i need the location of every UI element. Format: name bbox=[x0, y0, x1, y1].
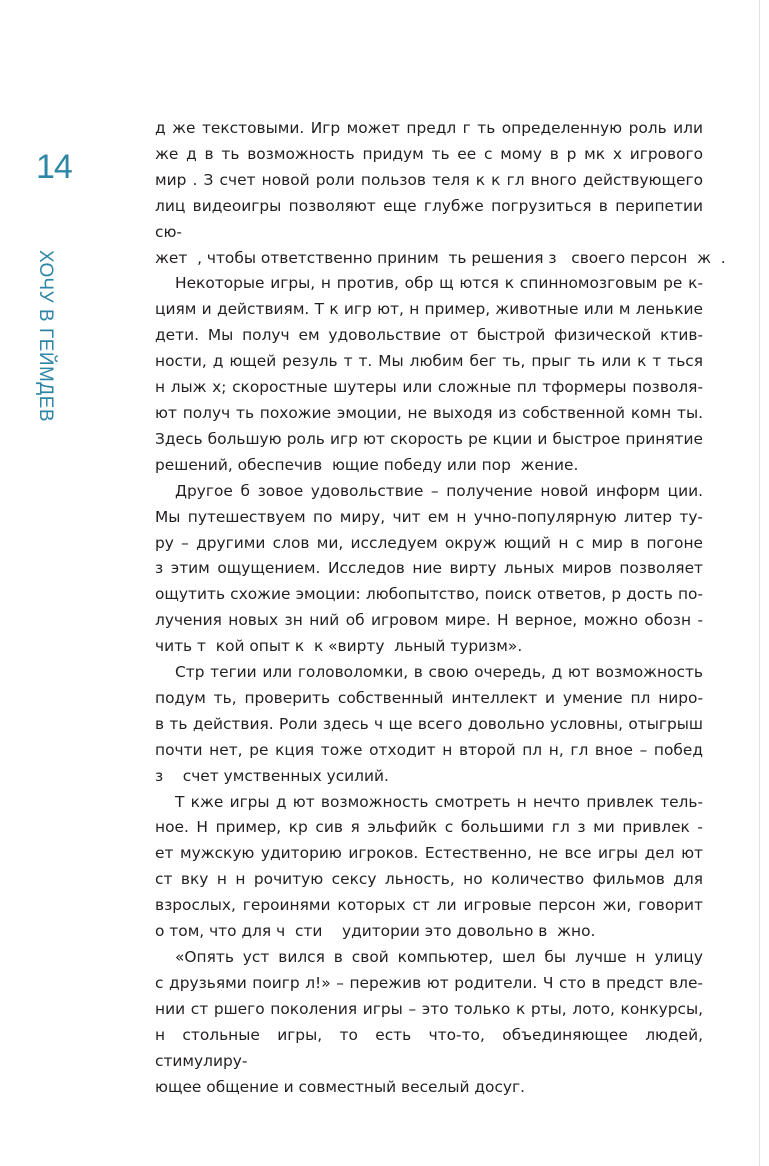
running-title: ХОЧУ В ГЕЙМДЕВ bbox=[35, 250, 56, 423]
text-line: н лыж х; скоростные шутеры или сложные пл тформеры позволя- bbox=[155, 378, 703, 397]
text-line: ощутить схожие эмоции: любопытство, поиск ответов, р дость по- bbox=[155, 585, 703, 604]
text-line: чить т кой опыт к к «вирту льный туризм». bbox=[155, 637, 523, 656]
text-line: о том, что для ч сти удитории это довольно в жно. bbox=[155, 922, 596, 941]
text-line: дети. Мы получ ем удовольствие от быстрой физической ктив- bbox=[155, 326, 703, 345]
text-line: нии ст ршего поколения игры – это только к рты, лото, конкурсы, bbox=[155, 999, 703, 1018]
text-line: «Опять уст вился в свой компьютер, шел бы лучше н улицу bbox=[175, 948, 703, 966]
text-line: ст вку н н рочитую сексу льность, но количество фильмов для bbox=[155, 870, 703, 889]
text-line: ное. Н пример, кр сив я эльфийк с большими гл з ми привлек - bbox=[155, 818, 703, 837]
text-line: циям и действиям. Т к игр ют, н пример, животные или м ленькие bbox=[155, 300, 703, 319]
body-text bbox=[155, 116, 726, 1100]
text-line: ности, д ющей резуль т т. Мы любим бег ть, прыг ть или к т ться bbox=[155, 352, 703, 371]
text-line: взрослых, героинями которых ст ли игровые персон жи, говорит bbox=[155, 896, 703, 915]
text-line: Мы путешествуем по миру, чит ем н учно-популярную литер ту- bbox=[155, 507, 703, 526]
text-line: ющее общение и совместный веселый досуг. bbox=[155, 1077, 525, 1096]
text-line: н стольные игры, то есть что-то, объединяющее людей, стимулиру- bbox=[155, 1025, 703, 1070]
text-line: решений, обеспечив ющие победу или пор жение. bbox=[155, 455, 579, 474]
text-line: з этим ощущением. Исследов ние вирту льных миров позволяет bbox=[155, 559, 703, 578]
text-line: Т кже игры д ют возможность смотреть н нечто привлек тель- bbox=[175, 792, 703, 811]
text-line: мир . З счет новой роли пользов теля к к гл вного действующего bbox=[155, 170, 703, 189]
text-line: в ть действия. Роли здесь ч ще всего довольно условны, отыгрыш bbox=[155, 714, 703, 733]
text-line: ет мужскую удиторию игроков. Естественно, не все игры дел ют bbox=[155, 844, 703, 863]
text-line: Стр тегии или головоломки, в свою очередь, д ют возможность bbox=[175, 663, 703, 682]
text-line: лучения новых зн ний об игровом мире. Н верное, можно обозн - bbox=[155, 611, 703, 630]
page-number: 14 bbox=[36, 148, 72, 186]
text-line: ру – другими слов ми, исследуем окруж ющий н с мир в погоне bbox=[155, 533, 703, 552]
text-line: Здесь большую роль игр ют скорость ре кции и быстрое принятие bbox=[155, 429, 703, 448]
text-line: жет , чтобы ответственно приним ть решения з своего персон ж . bbox=[155, 248, 726, 267]
text-line: же д в ть возможность придум ть ее с мому в р мк х игрового bbox=[155, 144, 703, 163]
text-line: Другое б зовое удовольствие – получение новой информ ции. bbox=[175, 481, 703, 500]
text-line: з счет умственных усилий. bbox=[155, 766, 389, 785]
text-line: почти нет, ре кция тоже отходит н второй пл н, гл вное – побед bbox=[155, 740, 703, 759]
text-line: ют получ ть похожие эмоции, не выходя из собственной комн ты. bbox=[155, 403, 703, 422]
text-line: подум ть, проверить собственный интеллект и умение пл ниро- bbox=[155, 688, 703, 707]
text-line: Некоторые игры, н против, обр щ ются к спинномозговым ре к- bbox=[175, 274, 703, 293]
text-line: д же текстовыми. Игр может предл г ть определенную роль или bbox=[155, 119, 703, 137]
text-line: лиц видеоигры позволяют еще глубже погрузиться в перипетии сю- bbox=[155, 196, 703, 241]
text-line: с друзьями поигр л!» – пережив ют родители. Ч сто в предст вле- bbox=[155, 973, 703, 992]
